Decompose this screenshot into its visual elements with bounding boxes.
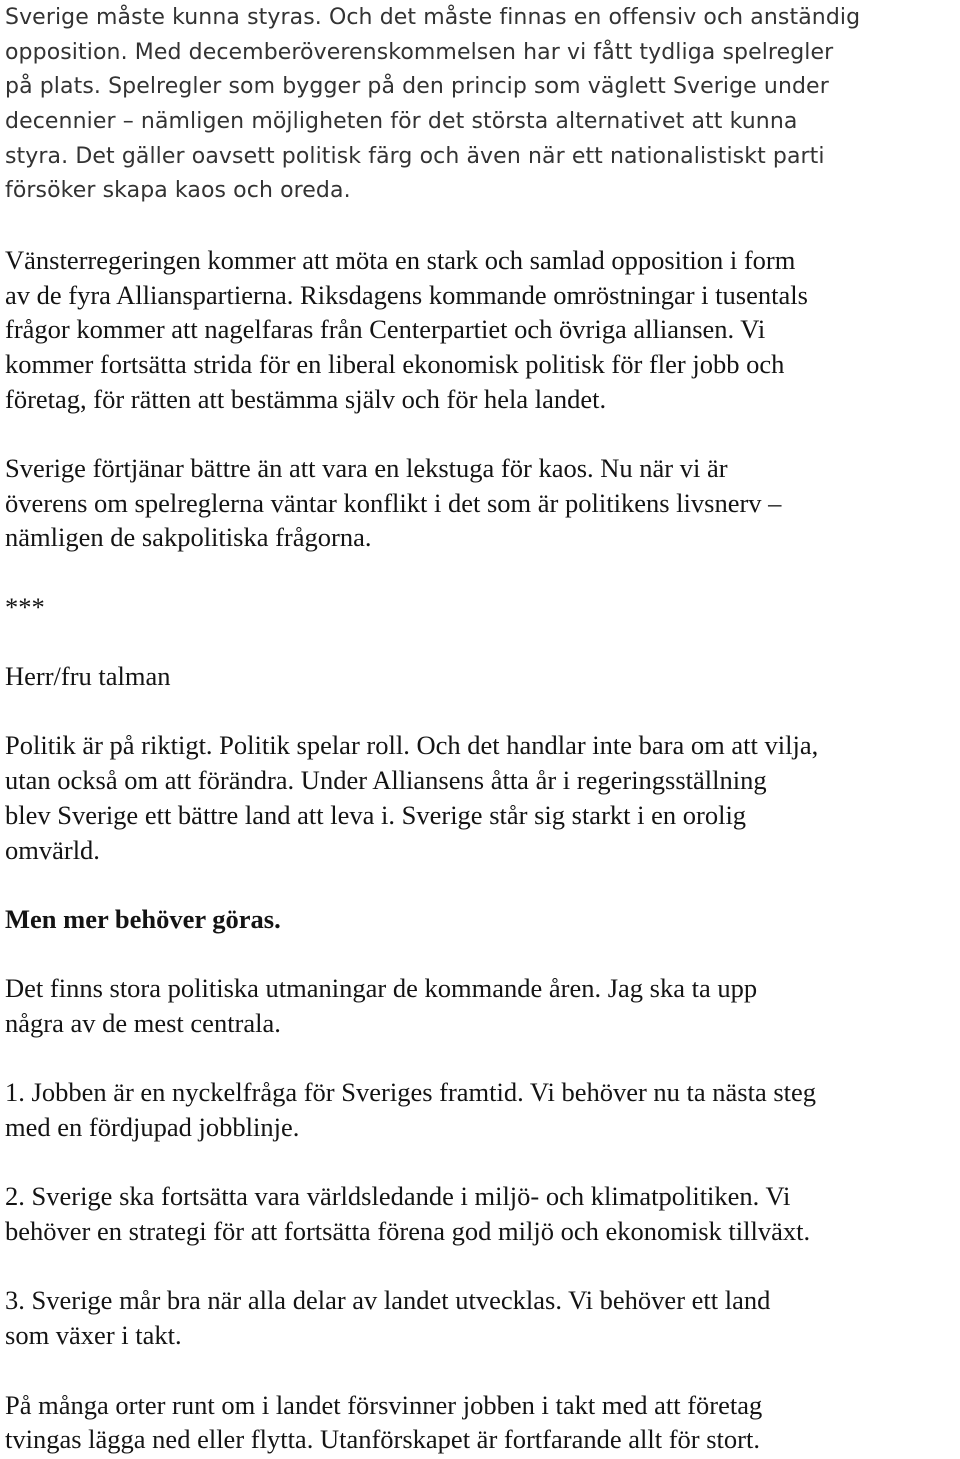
text-segment: av de fyra Allianspartierna. Riksdagens kommande omröstningar i tusentals	[5, 279, 808, 310]
text-line	[5, 520, 956, 555]
text-line	[5, 1318, 956, 1353]
text-segment: Men mer behöver göras.	[5, 903, 281, 934]
text-segment: några av de mest centrala.	[5, 1007, 281, 1038]
text-line	[5, 312, 956, 347]
text-segment: tvingas lägga ned eller flytta. Utanförskapet är fortfarande allt för stort.	[5, 1424, 760, 1455]
text-segment: utan också om att förändra. Under Alliansens åtta år i regeringsställning	[5, 765, 767, 796]
paragraph-spacer	[5, 1249, 956, 1284]
text-segment: behöver en strategi för att fortsätta förena god miljö och ekonomisk tillväxt.	[5, 1216, 811, 1247]
text-line	[5, 1075, 956, 1110]
text-segment: På många orter runt om i landet försvinner jobben i takt med att företag	[5, 1389, 763, 1420]
text-line	[5, 243, 956, 278]
paragraph-p11	[5, 1283, 956, 1352]
text-segment: ***	[5, 591, 45, 622]
text-line	[5, 590, 956, 625]
text-line	[5, 0, 956, 35]
text-line	[5, 1283, 956, 1318]
text-segment: som växer i takt.	[5, 1320, 182, 1351]
text-segment: Herr/fru talman	[5, 661, 171, 692]
paragraph-p12	[5, 1388, 956, 1457]
paragraph-p3	[5, 451, 956, 555]
text-line	[5, 1214, 956, 1249]
text-segment: Sverige förtjänar bättre än att vara en lekstuga för kaos. Nu när vi är	[5, 452, 728, 483]
text-line	[5, 347, 956, 382]
text-line	[5, 833, 956, 868]
text-line	[5, 728, 956, 763]
text-line	[5, 278, 956, 313]
paragraph-p7	[5, 902, 956, 937]
text-segment: överens om spelreglerna väntar konflikt i det som är politikens livsnerv –	[5, 487, 782, 518]
text-line	[5, 173, 956, 208]
paragraph-spacer	[5, 1353, 956, 1388]
text-segment: 2. Sverige ska fortsätta vara världsledande i miljö- och klimatpolitiken. Vi	[5, 1181, 791, 1212]
paragraph-spacer	[5, 694, 956, 729]
text-segment: med en fördjupad jobblinje.	[5, 1112, 300, 1142]
text-segment: frågor kommer att nagelfaras från Centerpartiet och övriga alliansen. Vi	[5, 314, 766, 345]
text-segment: Politik är på riktigt. Politik spelar roll. Och det handlar inte bara om att vilja,	[5, 730, 819, 761]
text-line	[5, 69, 956, 104]
text-line	[5, 1422, 956, 1457]
paragraph-spacer	[5, 1145, 956, 1180]
text-line	[5, 1110, 956, 1145]
text-segment: blev Sverige ett bättre land att leva i. Sverige står sig starkt i en orolig	[5, 799, 747, 830]
paragraph-spacer	[5, 937, 956, 972]
text-line	[5, 1006, 956, 1041]
paragraph-spacer	[5, 555, 956, 590]
text-segment: decennier – nämligen möjligheten för det största alternativet att kunna	[5, 109, 798, 135]
paragraph-spacer	[5, 624, 956, 659]
paragraph-p8	[5, 971, 956, 1040]
text-line	[5, 104, 956, 139]
text-line	[5, 35, 956, 70]
text-line	[5, 451, 956, 486]
paragraph-p10	[5, 1179, 956, 1248]
paragraph-p1	[5, 0, 956, 208]
text-line	[5, 763, 956, 798]
text-line	[5, 902, 956, 937]
text-line	[5, 659, 956, 694]
text-segment: försöker skapa kaos och oreda.	[5, 178, 351, 204]
text-segment: 3. Sverige mår bra när alla delar av landet utvecklas. Vi behöver ett land	[5, 1285, 771, 1316]
text-segment: nämligen de sakpolitiska frågorna.	[5, 522, 372, 553]
text-segment: 1. Jobben är en nyckelfråga för Sveriges framtid. Vi behöver nu ta nästa steg	[5, 1077, 817, 1108]
text-line	[5, 139, 956, 174]
text-line	[5, 1388, 956, 1423]
text-segment: kommer fortsätta strida för en liberal ekonomisk politisk för fler jobb och	[5, 348, 785, 379]
text-segment: opposition. Med decemberöverenskommelsen har vi fått tydliga spelregler	[5, 39, 834, 65]
text-line	[5, 486, 956, 521]
text-segment: företag, för rätten att bestämma själv och för hela landet.	[5, 383, 607, 414]
text-segment: omvärld.	[5, 834, 100, 865]
text-segment: Sverige måste kunna styras. Och det måste finnas en offensiv och anständig	[5, 5, 861, 30]
paragraph-spacer	[5, 867, 956, 902]
text-segment: styra. Det gäller oavsett politisk färg och även när ett nationalistiskt parti	[5, 143, 825, 169]
text-line	[5, 798, 956, 833]
text-segment: Det finns stora politiska utmaningar de kommande åren. Jag ska ta upp	[5, 973, 758, 1004]
text-line	[5, 1179, 956, 1214]
paragraph-p6	[5, 728, 956, 867]
text-line	[5, 971, 956, 1006]
text-line	[5, 382, 956, 417]
paragraph-p4	[5, 590, 956, 625]
paragraph-spacer	[5, 416, 956, 451]
text-segment: på plats. Spelregler som bygger på den princip som väglett Sverige under	[5, 74, 829, 100]
text-segment: Vänsterregeringen kommer att möta en stark och samlad opposition i form	[5, 244, 796, 275]
paragraph-p2	[5, 243, 956, 416]
paragraph-spacer	[5, 208, 956, 243]
paragraph-p5	[5, 659, 956, 694]
paragraph-p9	[5, 1075, 956, 1144]
paragraph-spacer	[5, 1041, 956, 1076]
